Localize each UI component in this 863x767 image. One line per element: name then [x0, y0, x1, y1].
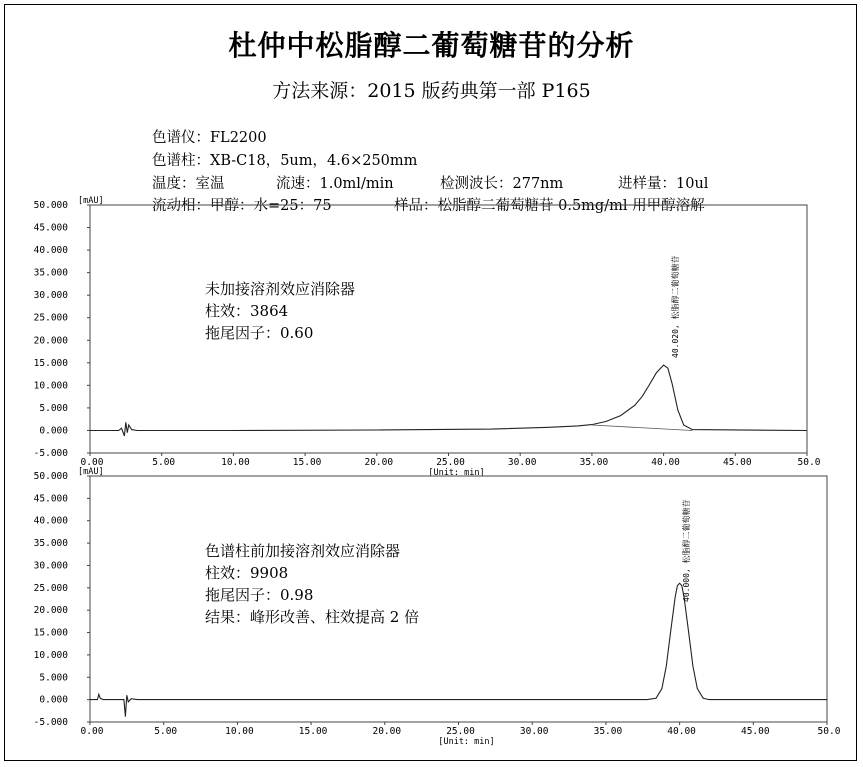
- y-tick-label: 35.000: [33, 538, 68, 550]
- y-tick-label: 0.000: [39, 694, 68, 706]
- x-tick-label: 50.0: [817, 726, 841, 737]
- mobile-phase-info: 流动相：甲醇：水=25：75: [152, 198, 332, 214]
- peak-label: 40.000, 松脂醇二葡萄糖苷: [682, 499, 691, 602]
- x-tick-label: 40.00: [667, 726, 696, 737]
- y-tick-label: 45.000: [33, 493, 68, 505]
- y-tick-label: -5.000: [33, 448, 68, 459]
- x-tick-label: 30.00: [507, 457, 537, 468]
- y-tick-label: 45.000: [33, 222, 68, 234]
- y-axis-label: [mAU]: [78, 467, 104, 477]
- series-line-1: [90, 365, 807, 436]
- x-tick-label: 25.00: [436, 457, 465, 468]
- annotation-text: 拖尾因子：0.98: [205, 586, 314, 604]
- flow-info: 流速：1.0ml/min: [276, 176, 394, 192]
- x-tick-label: 20.00: [364, 457, 394, 468]
- annotation-text: 柱效：3864: [205, 302, 289, 320]
- annotation-text: 结果：峰形改善、柱效提高 2 倍: [205, 608, 420, 626]
- peak-label: 40.020, 松脂醇二葡萄糖苷: [671, 255, 680, 358]
- annotation-text: 色谱柱前加接溶剂效应消除器: [205, 542, 401, 560]
- x-tick-label: 45.00: [722, 457, 752, 468]
- x-tick-label: 40.00: [651, 457, 680, 468]
- injection-info: 进样量：10ul: [618, 176, 709, 192]
- instrument-info: 色谱仪：FL2200: [152, 130, 267, 146]
- y-tick-label: 20.000: [33, 605, 68, 617]
- y-tick-label: -5.000: [33, 717, 68, 728]
- x-tick-label: 10.00: [221, 457, 250, 468]
- y-axis-label: [mAU]: [78, 196, 104, 206]
- x-tick-label: 15.00: [292, 457, 322, 468]
- y-tick-label: 50.000: [33, 471, 68, 482]
- annotation-text: 柱效：9908: [205, 564, 289, 582]
- annotation-text: 拖尾因子：0.60: [205, 324, 314, 342]
- y-tick-label: 10.000: [33, 380, 68, 392]
- method-source: 方法来源：2015 版药典第一部 P165: [272, 80, 591, 102]
- x-tick-label: 20.00: [372, 726, 402, 737]
- x-tick-label: 35.00: [579, 457, 609, 468]
- y-tick-label: 40.000: [33, 245, 68, 257]
- sample-info: 样品：松脂醇二葡萄糖苷 0.5mg/ml 用甲醇溶解: [394, 198, 705, 214]
- wavelength-info: 检测波长：277nm: [440, 176, 564, 192]
- y-tick-label: 15.000: [33, 627, 68, 639]
- temperature-info: 温度：室温: [152, 176, 225, 192]
- x-tick-label: 15.00: [298, 726, 328, 737]
- y-tick-label: 50.000: [33, 200, 68, 211]
- x-tick-label: 45.00: [740, 726, 770, 737]
- y-tick-label: 5.000: [39, 402, 68, 414]
- y-tick-label: 10.000: [33, 649, 68, 661]
- x-tick-label: 25.00: [446, 726, 475, 737]
- y-tick-label: 5.000: [39, 672, 68, 684]
- page-title: 杜仲中松脂醇二葡萄糖苷的分析: [228, 29, 635, 62]
- x-tick-label: 10.00: [225, 726, 254, 737]
- x-tick-label: 35.00: [593, 726, 623, 737]
- x-axis-label: [Unit: min]: [428, 468, 485, 478]
- x-tick-label: 0.00: [80, 726, 104, 737]
- plot-area: [90, 476, 827, 722]
- x-axis-label: [Unit: min]: [438, 737, 495, 747]
- y-tick-label: 0.000: [39, 425, 68, 437]
- y-tick-label: 35.000: [33, 267, 68, 279]
- x-tick-label: 0.00: [80, 457, 104, 468]
- x-tick-label: 5.00: [152, 457, 176, 468]
- series-line-1: [90, 583, 827, 716]
- series-line-2: [592, 425, 692, 431]
- x-tick-label: 30.00: [519, 726, 549, 737]
- y-tick-label: 20.000: [33, 335, 68, 347]
- chromatogram-1: [34, 196, 821, 478]
- x-tick-label: 5.00: [154, 726, 178, 737]
- y-tick-label: 30.000: [33, 560, 68, 572]
- column-info: 色谱柱：XB-C18，5um，4.6×250mm: [152, 153, 418, 169]
- y-tick-label: 25.000: [33, 582, 68, 594]
- annotation-text: 未加接溶剂效应消除器: [205, 280, 356, 298]
- y-tick-label: 15.000: [33, 357, 68, 369]
- plot-area: [90, 205, 807, 453]
- y-tick-label: 40.000: [33, 515, 68, 527]
- y-tick-label: 25.000: [33, 312, 68, 324]
- x-tick-label: 50.0: [797, 457, 821, 468]
- chromatogram-2: [34, 467, 841, 747]
- y-tick-label: 30.000: [33, 290, 68, 302]
